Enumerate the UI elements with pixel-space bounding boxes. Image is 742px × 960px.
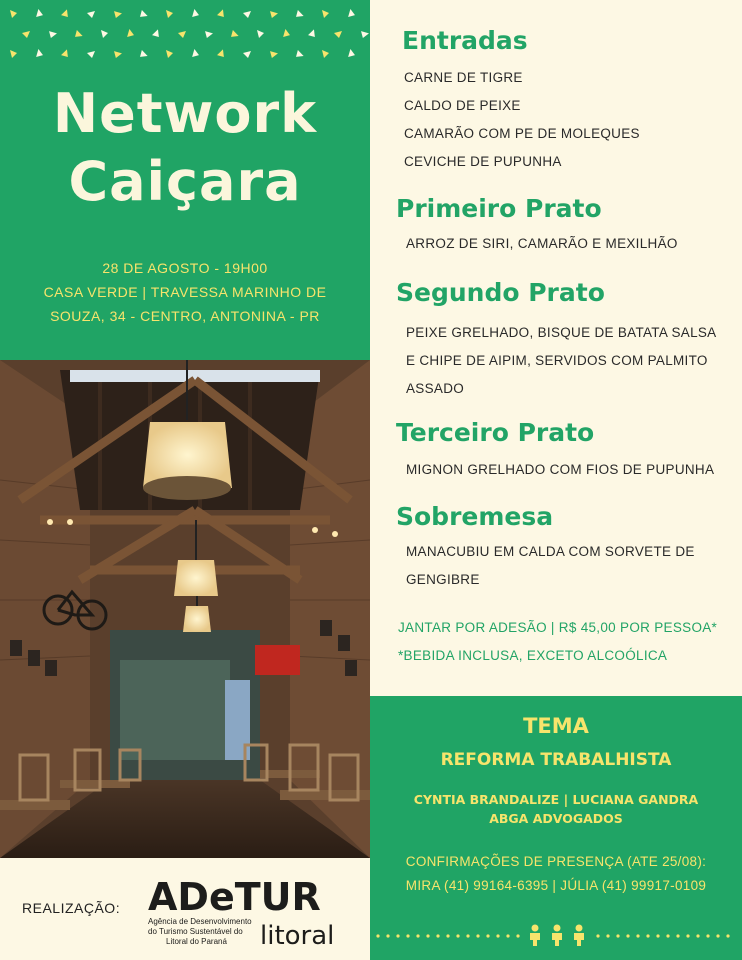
theme-panel (370, 696, 742, 960)
menu-item: MIGNON GRELHADO COM FIOS DE PUPUNHA (406, 462, 715, 477)
speakers: CYNTIA BRANDALIZE | LUCIANA GANDRA (413, 792, 699, 807)
menu-item: CARNE DE TIGRE (404, 70, 523, 85)
section-terceiro-title: Terceiro Prato (396, 418, 595, 447)
dotted-decoration (370, 922, 742, 952)
theme-label: TEMA (523, 714, 589, 738)
menu-item: CALDO DE PEIXE (404, 98, 521, 113)
venue-line-2: SOUZA, 34 - CENTRO, ANTONINA - PR (50, 308, 320, 324)
event-header-panel (0, 0, 370, 360)
price-line: JANTAR POR ADESÃO | R$ 45,00 POR PESSOA* (398, 620, 718, 635)
menu-item: ASSADO (406, 381, 465, 396)
section-sobremesa-title: Sobremesa (396, 502, 554, 531)
price-note: *BEBIDA INCLUSA, EXCETO ALCOÓLICA (398, 648, 668, 663)
logo-brand: litoral (260, 921, 335, 951)
title-line-2: Caiçara (68, 150, 302, 213)
adetur-logo (146, 872, 342, 954)
menu-item: MANACUBIU EM CALDA COM SORVETE DE (406, 544, 695, 559)
menu-panel (370, 0, 742, 696)
confirm-line-2: MIRA (41) 99164-6395 | JÚLIA (41) 99917-0109 (405, 878, 707, 893)
law-firm: ABGA ADVOGADOS (489, 811, 623, 826)
menu-item: CAMARÃO COM PE DE MOLEQUES (404, 126, 640, 141)
realizacao-label: REALIZAÇÃO: (22, 900, 121, 916)
menu-item: CEVICHE DE PUPUNHA (404, 154, 562, 169)
menu-item: PEIXE GRELHADO, BISQUE DE BATATA SALSA (406, 325, 717, 340)
logo-sub-1: Agência de Desenvolvimento (148, 917, 252, 926)
restaurant-interior-photo (0, 360, 370, 858)
confetti-decoration (0, 0, 370, 70)
section-entradas-title: Entradas (402, 26, 528, 55)
menu-item: GENGIBRE (406, 572, 480, 587)
logo-sub-2: do Turismo Sustentável do (148, 927, 243, 936)
people-icons (530, 925, 584, 947)
logo-name: ADeTUR (148, 875, 321, 919)
section-segundo-title: Segundo Prato (396, 278, 605, 307)
theme-subject: REFORMA TRABALHISTA (440, 750, 672, 770)
venue-line-1: CASA VERDE | TRAVESSA MARINHO DE (43, 284, 327, 300)
organizer-footer (0, 858, 370, 960)
confirm-line-1: CONFIRMAÇÕES DE PRESENÇA (ATE 25/08): (405, 854, 707, 869)
menu-item: E CHIPE DE AIPIM, SERVIDOS COM PALMITO (406, 353, 708, 368)
menu-item: ARROZ DE SIRI, CAMARÃO E MEXILHÃO (406, 236, 678, 251)
title-line-1: Network (52, 82, 318, 145)
event-date: 28 DE AGOSTO - 19H00 (102, 260, 268, 276)
section-primeiro-title: Primeiro Prato (396, 194, 602, 223)
logo-sub-3: Litoral do Paraná (166, 937, 227, 946)
